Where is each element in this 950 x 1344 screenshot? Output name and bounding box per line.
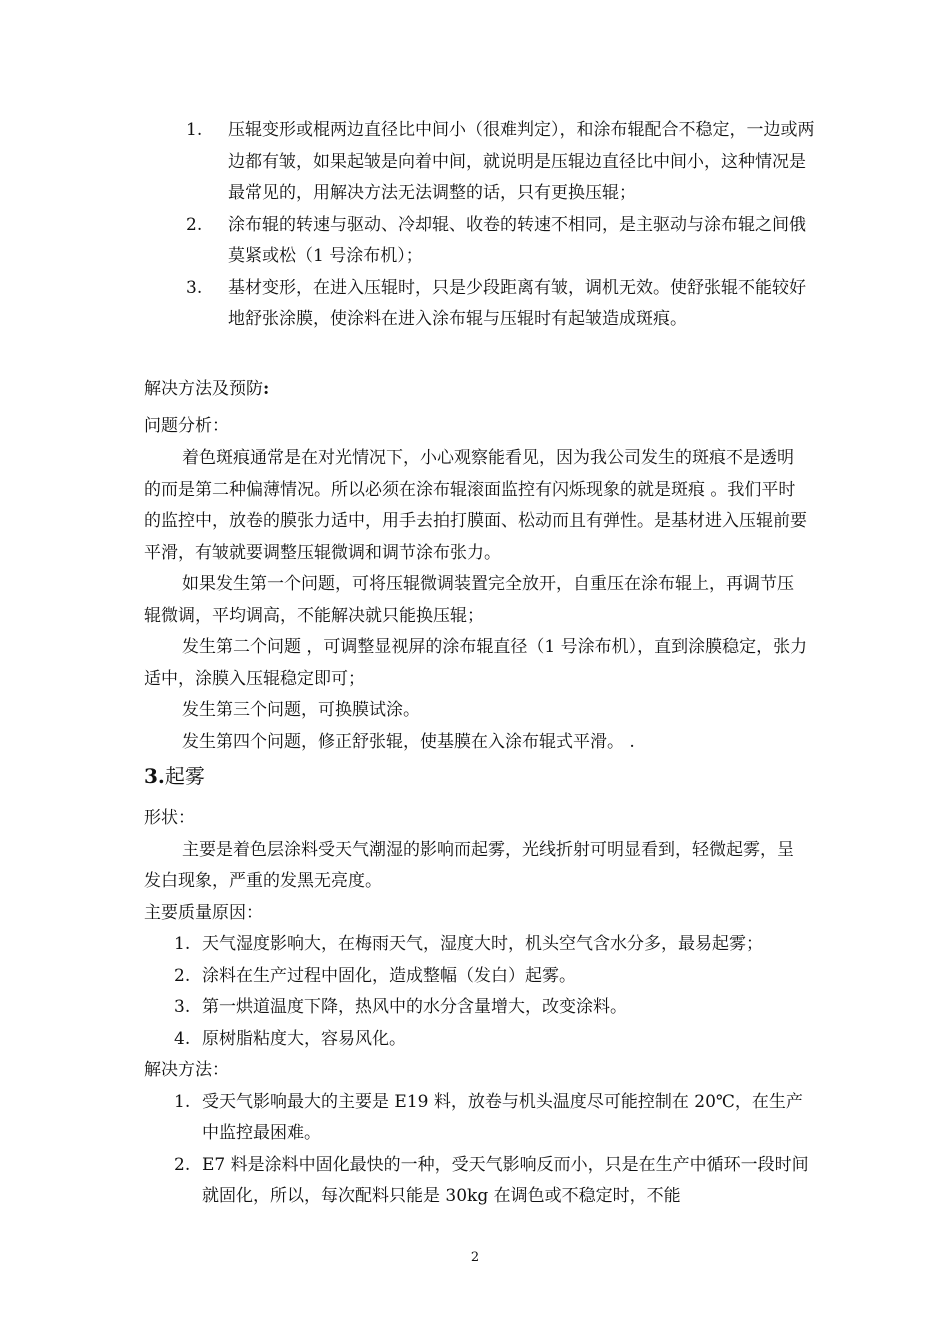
list-item-text: 原树脂粘度大，容易风化。 xyxy=(202,1028,406,1049)
list-item-text: 天气湿度影响大，在梅雨天气，湿度大时，机头空气含水分多，最易起雾； xyxy=(202,934,763,954)
shape-label: 形状： xyxy=(144,808,195,828)
section-title: 起雾 xyxy=(164,764,205,788)
list-item-number: 2. xyxy=(186,214,203,235)
list-item-number: 1. xyxy=(186,120,203,140)
list-item xyxy=(144,992,810,1024)
list-item-text: 第一烘道温度下降，热风中的水分含量增大，改变涂料。 xyxy=(202,997,627,1017)
list-item-text: E7 料是涂料中固化最快的一种，受天气影响反而小，只是在生产中循环一段时间就固化，所以，每次配料只能是 30kg 在调色或不稳定时，不能 xyxy=(202,1154,809,1206)
list-item-number: 1. xyxy=(174,1091,191,1112)
list-item xyxy=(186,273,822,336)
list-item-number: 4. xyxy=(174,1028,191,1049)
paragraph: 发生第三个问题，可换膜试涂。 xyxy=(182,700,420,720)
analysis-heading: 问题分析： xyxy=(144,416,229,436)
list-item-number: 1. xyxy=(174,934,191,954)
section-body xyxy=(144,803,810,1213)
causes-label: 主要质量原因： xyxy=(144,902,263,923)
list-item-text: 基材变形，在进入压辊时，只是少段距离有皱，调机无效。使舒张辊不能较好地舒张涂膜，使涂料在进入涂布辊与压辊时有起皱造成斑痕。 xyxy=(228,277,806,329)
list-item xyxy=(186,115,822,210)
solution-heading-colon: : xyxy=(263,379,270,399)
list-item xyxy=(144,1087,810,1150)
paragraph: 着色斑痕通常是在对光情况下，小心观察能看见，因为我公司发生的斑痕不是透明的而是第二种偏薄情况。所以必须在涂布辊滚面监控有闪烁现象的就是斑痕 。我们平时的监控中，放卷的膜张力适中，用手去拍打膜面、松动而且有弹性。是基材进入压辊前要平滑，有皱就要调整压辊微调和调节涂布张力。 xyxy=(144,448,807,563)
list-item xyxy=(144,1024,810,1056)
list-item-text: 涂布辊的转速与驱动、冷却辊、收卷的转速不相同，是主驱动与涂布辊之间俄莫紧或松（1 号涂布机）； xyxy=(228,214,806,266)
paragraph: 发生第二个问题 ，可调整显视屏的涂布辊直径（1 号涂布机），直到涂膜稳定，张力适中，涂膜入压辊稳定即可； xyxy=(144,637,808,689)
list-item-number: 2. xyxy=(174,1154,191,1175)
list-item-text: 压辊变形或棍两边直径比中间小（很难判定），和涂布辊配合不稳定，一边或两边都有皱，如果起皱是向着中间，就说明是压辊边直径比中间小，这种情况是最常见的，用解决方法无法调整的话，只有更换压辊； xyxy=(228,120,815,203)
list-item xyxy=(144,961,810,993)
analysis-section xyxy=(144,443,810,758)
page-number: 2 xyxy=(470,1250,480,1265)
section-heading xyxy=(144,761,810,793)
causes-list xyxy=(144,929,810,1055)
solutions-list xyxy=(144,1087,810,1213)
solutions-label: 解决方法： xyxy=(144,1060,229,1080)
list-item-number: 3. xyxy=(186,277,203,298)
shape-paragraph: 主要是着色层涂料受天气潮湿的影响而起雾，光线折射可明显看到，轻微起雾，呈发白现象，严重的发黑无亮度。 xyxy=(144,839,794,891)
list-item-number: 2. xyxy=(174,965,191,986)
paragraph: 如果发生第一个问题，可将压辊微调装置完全放开，自重压在涂布辊上，再调节压辊微调，平均调高，不能解决就只能换压辊； xyxy=(144,574,794,626)
list-item-text: 受天气影响最大的主要是 E19 料，放卷与机头温度尽可能控制在 20℃，在生产中监控最困难。 xyxy=(202,1091,803,1143)
list-item xyxy=(186,210,822,273)
list-item-text: 涂料在生产过程中固化，造成整幅（发白）起雾。 xyxy=(202,965,576,986)
list-item xyxy=(144,1150,810,1213)
section-number: 3. xyxy=(144,764,165,788)
list-item-number: 3. xyxy=(174,997,191,1017)
list-item xyxy=(144,929,810,961)
solution-heading-text: 解决方法及预防 xyxy=(144,379,263,399)
paragraph: 发生第四个问题，修正舒张辊，使基膜在入涂布辊式平滑。 . xyxy=(182,731,635,752)
numbered-list xyxy=(186,115,822,336)
solution-heading xyxy=(144,374,810,406)
